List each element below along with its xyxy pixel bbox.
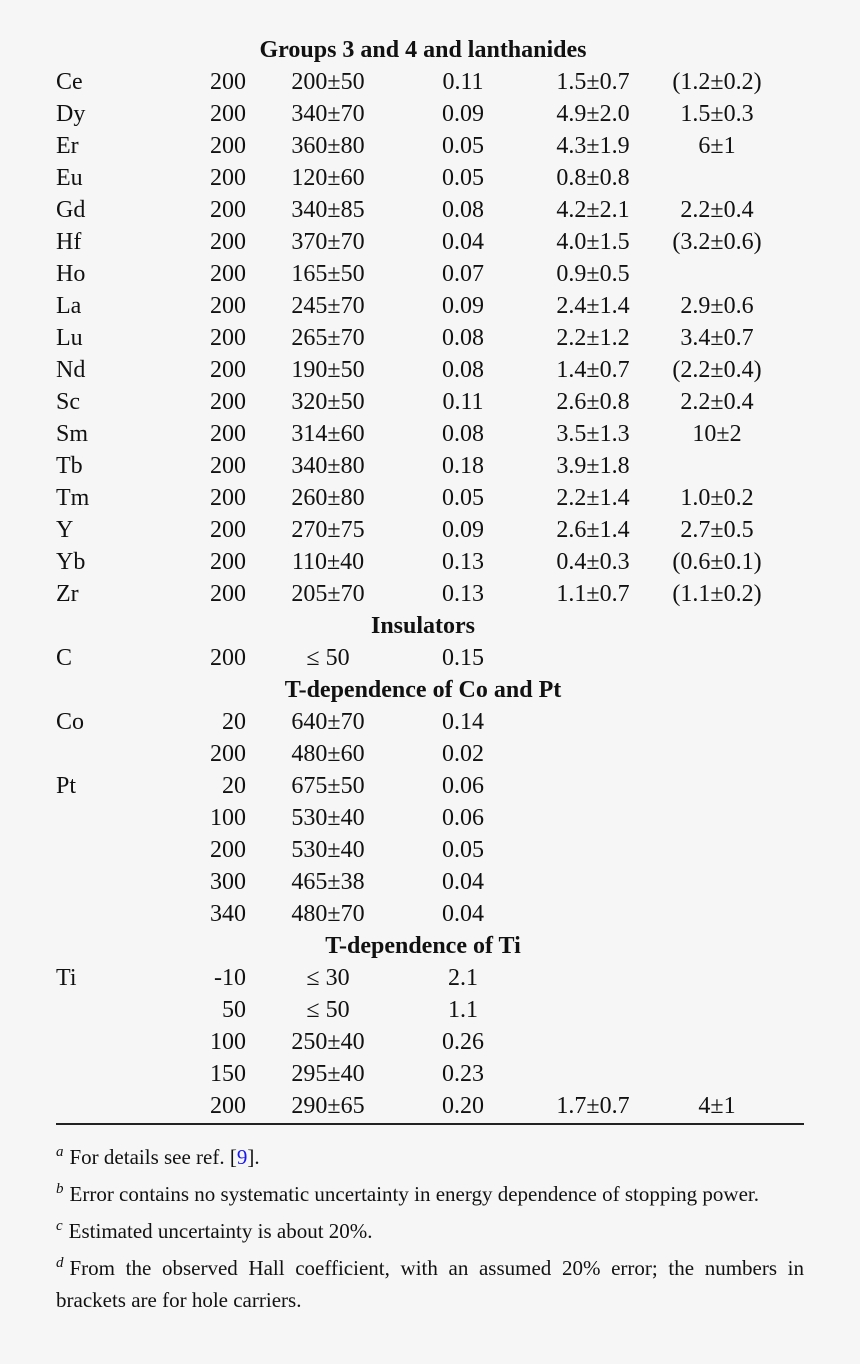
cell-fraction: 0.13 — [442, 581, 484, 607]
cell-value: 290±65 — [291, 1093, 365, 1119]
cell-fraction: 0.05 — [442, 165, 484, 191]
cell-temperature: 200 — [210, 453, 246, 479]
cell-temperature: 200 — [210, 837, 246, 863]
cell-value: ≤ 50 — [306, 645, 350, 671]
reference-link[interactable]: 9 — [236, 1145, 248, 1169]
cell-col5: 1.7±0.7 — [556, 1093, 630, 1119]
footnote-text: Error contains no systematic uncertainty in energy dependence of stopping power. — [69, 1182, 759, 1206]
cell-temperature: 150 — [210, 1061, 246, 1087]
cell-col5: 3.5±1.3 — [556, 421, 630, 447]
cell-element: C — [56, 645, 73, 671]
table-row — [56, 194, 804, 226]
cell-value: 640±70 — [291, 709, 365, 735]
cell-value: 320±50 — [291, 389, 365, 415]
cell-fraction: 0.23 — [442, 1061, 484, 1087]
footnote-text: From the observed Hall coefficient, with an assumed 20% error; the numbers in brackets are for hole carriers. — [56, 1256, 804, 1312]
cell-element: Yb — [56, 549, 86, 575]
table-row — [56, 898, 804, 930]
table-row — [56, 418, 804, 450]
cell-temperature: 200 — [210, 357, 246, 383]
section-heading: Groups 3 and 4 and lanthanides — [259, 37, 587, 63]
cell-value: 165±50 — [291, 261, 365, 287]
cell-element: Sc — [56, 389, 80, 415]
cell-col6: (2.2±0.4) — [672, 357, 762, 383]
cell-temperature: 200 — [210, 485, 246, 511]
cell-fraction: 0.08 — [442, 325, 484, 351]
footnote — [56, 1247, 804, 1316]
cell-fraction: 0.09 — [442, 517, 484, 543]
cell-temperature: 200 — [210, 645, 246, 671]
table-row — [56, 226, 804, 258]
footnote-mark: a — [56, 1144, 64, 1160]
cell-fraction: 0.09 — [442, 293, 484, 319]
cell-value: 675±50 — [291, 773, 365, 799]
cell-col6: (1.2±0.2) — [672, 69, 762, 95]
table-row — [56, 642, 804, 674]
cell-col6: 2.2±0.4 — [680, 389, 754, 415]
cell-element: Eu — [56, 165, 83, 191]
table-row — [56, 546, 804, 578]
cell-temperature: 200 — [210, 581, 246, 607]
footnote-mark: b — [56, 1181, 64, 1197]
cell-fraction: 0.02 — [442, 741, 484, 767]
table-row — [56, 738, 804, 770]
cell-fraction: 0.08 — [442, 421, 484, 447]
cell-value: 370±70 — [291, 229, 365, 255]
cell-col5: 1.5±0.7 — [556, 69, 630, 95]
cell-value: ≤ 30 — [306, 965, 350, 991]
cell-value: 530±40 — [291, 837, 365, 863]
table-row — [56, 1090, 804, 1122]
cell-element: Er — [56, 133, 79, 159]
cell-fraction: 0.07 — [442, 261, 484, 287]
cell-element: Hf — [56, 229, 82, 255]
cell-temperature: 200 — [210, 229, 246, 255]
table-row — [56, 578, 804, 610]
cell-fraction: 0.20 — [442, 1093, 484, 1119]
table-row — [56, 258, 804, 290]
cell-col5: 0.9±0.5 — [556, 261, 630, 287]
cell-fraction: 0.04 — [442, 901, 484, 927]
footnote — [56, 1210, 804, 1247]
cell-col6: (1.1±0.2) — [672, 581, 762, 607]
cell-fraction: 0.09 — [442, 101, 484, 127]
cell-element: La — [56, 293, 82, 319]
cell-value: 340±80 — [291, 453, 365, 479]
cell-value: 205±70 — [291, 581, 365, 607]
cell-element: Nd — [56, 357, 86, 383]
cell-temperature: 200 — [210, 389, 246, 415]
cell-fraction: 0.05 — [442, 485, 484, 511]
cell-value: 480±70 — [291, 901, 365, 927]
cell-col6: 4±1 — [698, 1093, 736, 1119]
footnote-text-after: ]. — [247, 1145, 260, 1169]
cell-col6: 2.9±0.6 — [680, 293, 754, 319]
cell-element: Sm — [56, 421, 89, 447]
cell-col5: 4.2±2.1 — [556, 197, 630, 223]
cell-fraction: 0.06 — [442, 773, 484, 799]
cell-temperature: 200 — [210, 421, 246, 447]
cell-col5: 2.2±1.4 — [556, 485, 630, 511]
table-row — [56, 66, 804, 98]
table-row — [56, 834, 804, 866]
cell-value: 360±80 — [291, 133, 365, 159]
cell-col5: 2.2±1.2 — [556, 325, 630, 351]
cell-value: 465±38 — [291, 869, 365, 895]
cell-element: Tm — [56, 485, 90, 511]
cell-value: 270±75 — [291, 517, 365, 543]
cell-element: Tb — [56, 453, 83, 479]
cell-value: 265±70 — [291, 325, 365, 351]
cell-value: 314±60 — [291, 421, 365, 447]
cell-temperature: 20 — [222, 709, 246, 735]
cell-fraction: 0.04 — [442, 229, 484, 255]
cell-value: 340±70 — [291, 101, 365, 127]
table-row — [56, 1058, 804, 1090]
cell-temperature: 20 — [222, 773, 246, 799]
cell-col5: 2.6±0.8 — [556, 389, 630, 415]
table-bottom-rule — [56, 1123, 804, 1125]
cell-fraction: 0.06 — [442, 805, 484, 831]
cell-col5: 1.4±0.7 — [556, 357, 630, 383]
data-table — [56, 34, 804, 1122]
cell-fraction: 0.05 — [442, 133, 484, 159]
cell-temperature: -10 — [214, 965, 246, 991]
cell-temperature: 200 — [210, 1093, 246, 1119]
cell-col6: (0.6±0.1) — [672, 549, 762, 575]
table-row — [56, 130, 804, 162]
cell-element: Pt — [56, 773, 77, 799]
section-heading: T-dependence of Ti — [325, 933, 521, 959]
cell-element: Gd — [56, 197, 86, 223]
table-row — [56, 994, 804, 1026]
cell-fraction: 0.18 — [442, 453, 484, 479]
table-row — [56, 514, 804, 546]
cell-fraction: 0.13 — [442, 549, 484, 575]
cell-value: 190±50 — [291, 357, 365, 383]
cell-value: 245±70 — [291, 293, 365, 319]
cell-fraction: 0.08 — [442, 197, 484, 223]
cell-col6: (3.2±0.6) — [672, 229, 762, 255]
cell-temperature: 300 — [210, 869, 246, 895]
cell-temperature: 50 — [222, 997, 246, 1023]
table-row — [56, 482, 804, 514]
cell-temperature: 100 — [210, 1029, 246, 1055]
table-row — [56, 866, 804, 898]
table-row — [56, 706, 804, 738]
table-row — [56, 450, 804, 482]
cell-value: 260±80 — [291, 485, 365, 511]
footnote — [56, 1173, 804, 1210]
cell-fraction: 0.26 — [442, 1029, 484, 1055]
cell-fraction: 0.11 — [442, 69, 484, 95]
cell-element: Co — [56, 709, 85, 735]
footnote — [56, 1136, 804, 1173]
table-row — [56, 98, 804, 130]
footnote-mark: c — [56, 1218, 63, 1234]
cell-col6: 1.0±0.2 — [680, 485, 754, 511]
cell-col6: 2.2±0.4 — [680, 197, 754, 223]
cell-value: 250±40 — [291, 1029, 365, 1055]
cell-col5: 2.6±1.4 — [556, 517, 630, 543]
cell-col5: 0.4±0.3 — [556, 549, 630, 575]
cell-temperature: 200 — [210, 101, 246, 127]
cell-value: 295±40 — [291, 1061, 365, 1087]
cell-fraction: 0.05 — [442, 837, 484, 863]
footnote-text: For details see ref. [ — [69, 1145, 237, 1169]
table-row — [56, 802, 804, 834]
cell-fraction: 0.11 — [442, 389, 484, 415]
cell-col5: 2.4±1.4 — [556, 293, 630, 319]
cell-temperature: 200 — [210, 549, 246, 575]
cell-temperature: 200 — [210, 197, 246, 223]
section-heading: T-dependence of Co and Pt — [284, 677, 562, 703]
cell-fraction: 0.08 — [442, 357, 484, 383]
cell-fraction: 0.14 — [442, 709, 484, 735]
cell-element: Ti — [56, 965, 77, 991]
cell-element: Zr — [56, 581, 79, 607]
cell-col5: 4.9±2.0 — [556, 101, 630, 127]
cell-col5: 4.0±1.5 — [556, 229, 630, 255]
table-row — [56, 1026, 804, 1058]
cell-value: 480±60 — [291, 741, 365, 767]
table-row — [56, 354, 804, 386]
cell-fraction: 2.1 — [448, 965, 478, 991]
cell-value: 110±40 — [291, 549, 365, 575]
cell-temperature: 200 — [210, 69, 246, 95]
cell-temperature: 200 — [210, 517, 246, 543]
cell-temperature: 200 — [210, 133, 246, 159]
cell-temperature: 200 — [210, 165, 246, 191]
cell-col6: 10±2 — [692, 421, 742, 447]
cell-temperature: 200 — [210, 261, 246, 287]
table-row — [56, 770, 804, 802]
cell-fraction: 1.1 — [448, 997, 478, 1023]
cell-value: 120±60 — [291, 165, 365, 191]
cell-value: 340±85 — [291, 197, 365, 223]
cell-value: ≤ 50 — [306, 997, 350, 1023]
footnote-text: Estimated uncertainty is about 20%. — [68, 1219, 373, 1243]
cell-temperature: 200 — [210, 741, 246, 767]
cell-element: Lu — [56, 325, 83, 351]
table-row — [56, 322, 804, 354]
cell-element: Ho — [56, 261, 86, 287]
cell-value: 530±40 — [291, 805, 365, 831]
table-row — [56, 290, 804, 322]
cell-temperature: 340 — [210, 901, 246, 927]
cell-temperature: 100 — [210, 805, 246, 831]
cell-col5: 1.1±0.7 — [556, 581, 630, 607]
cell-element: Y — [56, 517, 74, 543]
table-row — [56, 162, 804, 194]
cell-col5: 3.9±1.8 — [556, 453, 630, 479]
section-heading: Insulators — [370, 613, 476, 639]
cell-element: Dy — [56, 101, 86, 127]
cell-fraction: 0.15 — [442, 645, 484, 671]
cell-temperature: 200 — [210, 325, 246, 351]
cell-value: 200±50 — [291, 69, 365, 95]
footnote-mark: d — [56, 1255, 64, 1271]
cell-col6: 6±1 — [698, 133, 736, 159]
table-row — [56, 962, 804, 994]
cell-temperature: 200 — [210, 293, 246, 319]
cell-fraction: 0.04 — [442, 869, 484, 895]
table-row — [56, 386, 804, 418]
cell-col6: 2.7±0.5 — [680, 517, 754, 543]
cell-element: Ce — [56, 69, 83, 95]
cell-col6: 3.4±0.7 — [680, 325, 754, 351]
cell-col6: 1.5±0.3 — [680, 101, 754, 127]
cell-col5: 4.3±1.9 — [556, 133, 630, 159]
footnotes — [56, 1136, 804, 1316]
cell-col5: 0.8±0.8 — [556, 165, 630, 191]
